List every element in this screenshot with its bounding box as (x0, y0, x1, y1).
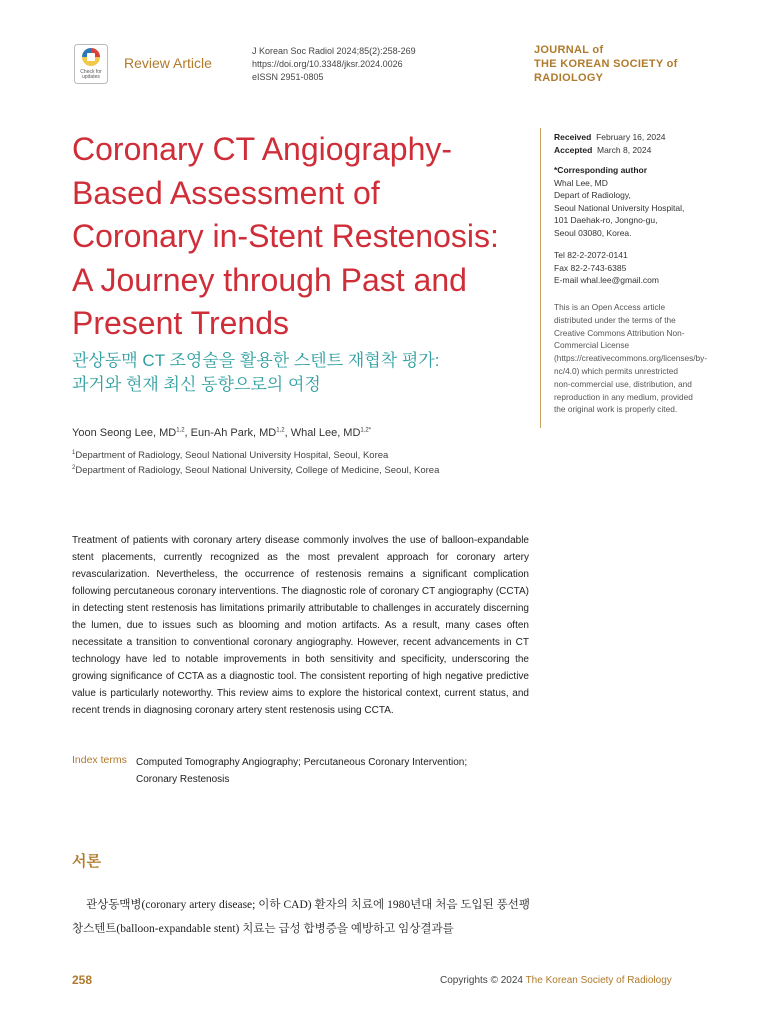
article-type: Review Article (124, 55, 212, 71)
index-terms-line-1: Computed Tomography Angiography; Percutaneous Coronary Intervention; (136, 757, 468, 768)
article-title (72, 128, 522, 346)
fax: Fax 82-2-743-6385 (554, 262, 627, 273)
corr-addr-2: Seoul National University Hospital, (554, 202, 685, 213)
index-terms-label: Index terms (72, 754, 127, 766)
journal-logo (534, 43, 678, 85)
title-line-2: Based Assessment of (72, 174, 380, 211)
society-name: The Korean Society of Radiology (525, 975, 672, 986)
body-paragraph: 관상동맥병(coronary artery disease; 이하 CAD) 환자의 치료에 1980년대 처음 도입된 풍선팽창스텐트(balloon-expandable stent) 치료는 급성 합병증을 예방하고 임상결과를 (72, 899, 530, 935)
author-1-affil: 1,2 (176, 427, 185, 434)
corr-addr-1: Depart of Radiology, (554, 190, 631, 200)
page-number: 258 (72, 973, 93, 987)
author-2-affil: 1,2 (276, 427, 285, 434)
license-note: This is an Open Access article distributed under the terms of the Creative Commons Attribution Non-Commercial License (https://creativecommons.org/licenses/by-nc/4.0) which permits unrestricted non-commercial use, distribution, and reproduction in any medium, provided the original work is properly cited. (554, 302, 708, 415)
title-line-4: A Journey through Past and (72, 261, 467, 298)
corr-addr-3: 101 Daehak-ro, Jongno-gu, (554, 215, 658, 225)
title-line-5: Present Trends (72, 305, 289, 341)
accepted (554, 144, 704, 157)
abstract: Treatment of patients with coronary artery disease commonly involves the use of balloon-expandable stent placements, currently recognized as the most prevalent approach for coronary artery revascularization. Nevertheless, the occurrence of restenosis remains a significant complication following percutaneous coronary interventions. The diagnostic role of coronary CT angiography (CCTA) in detecting stent restenosis has limitations primarily attributable to challenges in accurately discerning the lumen, due to issues such as blooming and motion artifacts. As a result, many cases often necessitate a transition to conventional coronary angiography. However, recent advancements in CT technology have led to notable improvements in both sensitivity and specificity, underscoring the growing significance of CCTA as a diagnostic tool. The consistent reporting of high negative predictive value is particularly noteworthy. This review aims to explore the historical context, current status, and recent trends in diagnosing coronary artery stent restenosis using CCTA. (72, 535, 529, 716)
dates (554, 131, 704, 156)
journal-line-3: RADIOLOGY (534, 72, 604, 84)
korean-title-line-2: 과거와 현재 최신 동향으로의 여정 (72, 375, 321, 394)
author-sep: , (284, 427, 291, 439)
received-label: Received (554, 132, 592, 142)
eissn: eISSN 2951-0805 (252, 72, 324, 82)
author-1: Yoon Seong Lee, MD (72, 427, 177, 439)
author-3-affil: 1,2* (360, 427, 372, 434)
author-3: Whal Lee, MD (290, 427, 361, 439)
sidebar-divider (540, 128, 541, 428)
affiliation-1 (72, 450, 388, 461)
copyright (440, 975, 672, 986)
corresponding-author (554, 164, 704, 239)
corr-label: *Corresponding author (554, 165, 648, 175)
author-sep: , (184, 427, 191, 439)
affiliation-2-num: 2 (72, 465, 76, 471)
author-2: Eun-Ah Park, MD (190, 427, 277, 439)
badge-label: Check for updates (80, 69, 102, 80)
korean-title (72, 349, 522, 397)
citation-block (252, 45, 416, 84)
index-terms (136, 754, 536, 788)
title-line-3: Coronary in-Stent Restenosis: (72, 218, 499, 254)
email-link[interactable]: E-mail whal.lee@gmail.com (554, 275, 659, 285)
corr-name: Whal Lee, MD (554, 177, 608, 188)
affiliation-2-text: Department of Radiology, Seoul National University, College of Medicine, Seoul, Korea (75, 465, 440, 477)
doi-link[interactable]: https://doi.org/10.3348/jksr.2024.0026 (252, 59, 403, 69)
accepted-date: March 8, 2024 (597, 144, 652, 155)
citation: J Korean Soc Radiol 2024;85(2):258-269 (252, 46, 416, 56)
section-title: 서론 (72, 853, 101, 870)
journal-line-1: JOURNAL of (534, 44, 604, 56)
received (554, 131, 704, 144)
contact (554, 249, 704, 287)
korean-title-line-1: 관상동맥 CT 조영술을 활용한 스텐트 재협착 평가: (72, 351, 440, 370)
title-line-1: Coronary CT Angiography- (72, 131, 453, 167)
affiliation-1-text: Department of Radiology, Seoul National University Hospital, Seoul, Korea (75, 450, 389, 462)
affiliation-2 (72, 465, 439, 476)
accepted-label: Accepted (554, 144, 593, 155)
journal-line-2: THE KOREAN SOCIETY of (534, 58, 678, 70)
tel: Tel 82-2-2072-0141 (554, 250, 628, 260)
corr-addr-4: Seoul 03080, Korea. (554, 227, 632, 238)
author-list (72, 427, 371, 439)
copyright-prefix: Copyrights © 2024 (440, 975, 526, 986)
affiliation-1-num: 1 (72, 450, 76, 456)
received-date: February 16, 2024 (596, 132, 666, 142)
index-terms-line-2: Coronary Restenosis (136, 774, 230, 785)
